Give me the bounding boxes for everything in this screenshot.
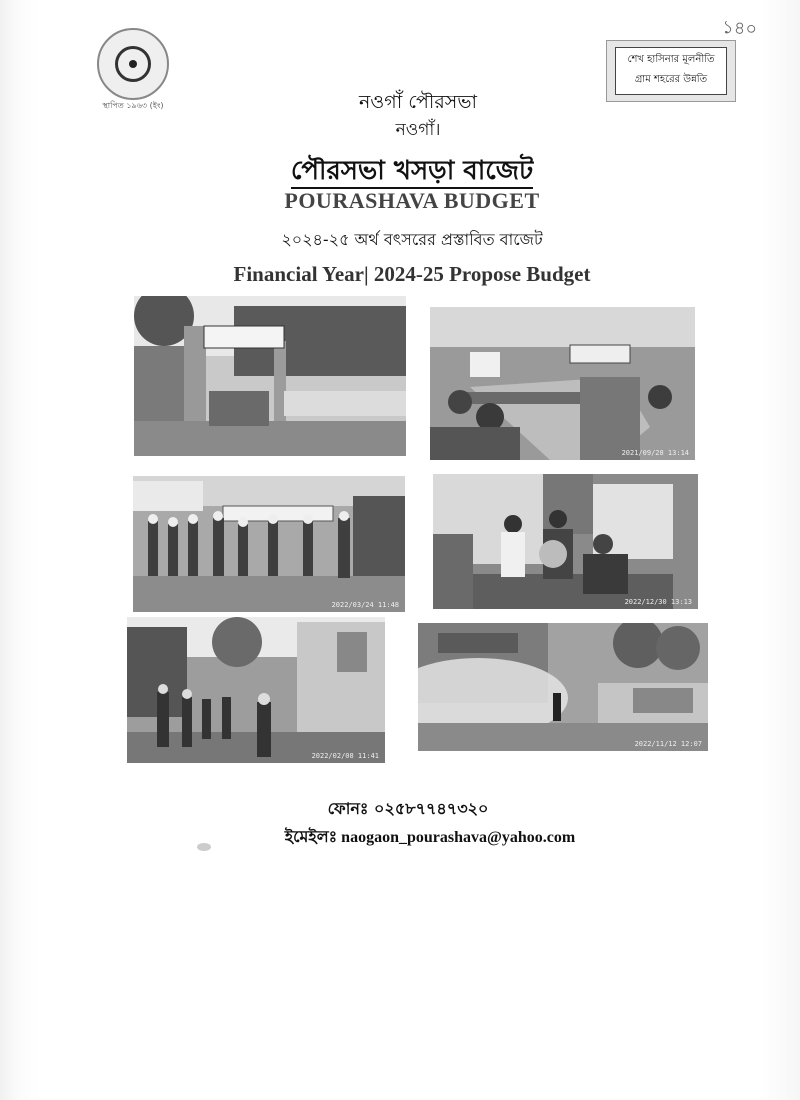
seal-emblem-icon [115, 46, 151, 82]
photo-timestamp: 2022/02/08 11:41 [311, 752, 379, 760]
budget-title-english: POURASHAVA BUDGET [284, 188, 540, 213]
photo-group-banner [133, 476, 405, 612]
photo-mosquito-fogging [418, 623, 708, 751]
seal-year: স্থাপিত ১৯৬৩ (ইং) [102, 101, 164, 110]
fiscal-year-bangla: ২০২৪-২৫ অর্থ বৎসরের প্রস্তাবিত বাজেট [281, 230, 543, 249]
photo-timestamp: 2022/12/30 13:13 [624, 598, 692, 606]
fiscal-year-english: Financial Year| 2024-25 Propose Budget [233, 262, 591, 286]
photo-timestamp: 2022/03/24 11:48 [331, 601, 399, 609]
contact-email: ইমেইলঃ naogaon_pourashava@yahoo.com [284, 829, 576, 846]
scan-smudge [197, 843, 211, 851]
photo-timestamp: 2021/09/28 13:14 [621, 449, 689, 457]
photo-municipal-gate [134, 296, 406, 456]
stamp-line-1: শেখ হাসিনার মূলনীতি [627, 54, 715, 65]
budget-title-bangla: পৌরসভা খসড়া বাজেট [12, 150, 800, 194]
stamp-line-2: গ্রাম শহরের উন্নতি [634, 74, 708, 85]
photo-timestamp: 2022/11/12 12:07 [634, 740, 702, 748]
organization-name: নওগাঁ পৌরসভা [358, 91, 478, 113]
contact-phone: ফোনঃ ০২৫৮৭৭৪৭৩২০ [327, 799, 489, 818]
page-number: ১৪০ [721, 16, 758, 41]
photo-meeting-hall [430, 307, 695, 460]
photo-flower-greeting [433, 474, 698, 609]
photo-street-walk [127, 617, 385, 763]
city-name: নওগাঁ। [395, 120, 441, 140]
